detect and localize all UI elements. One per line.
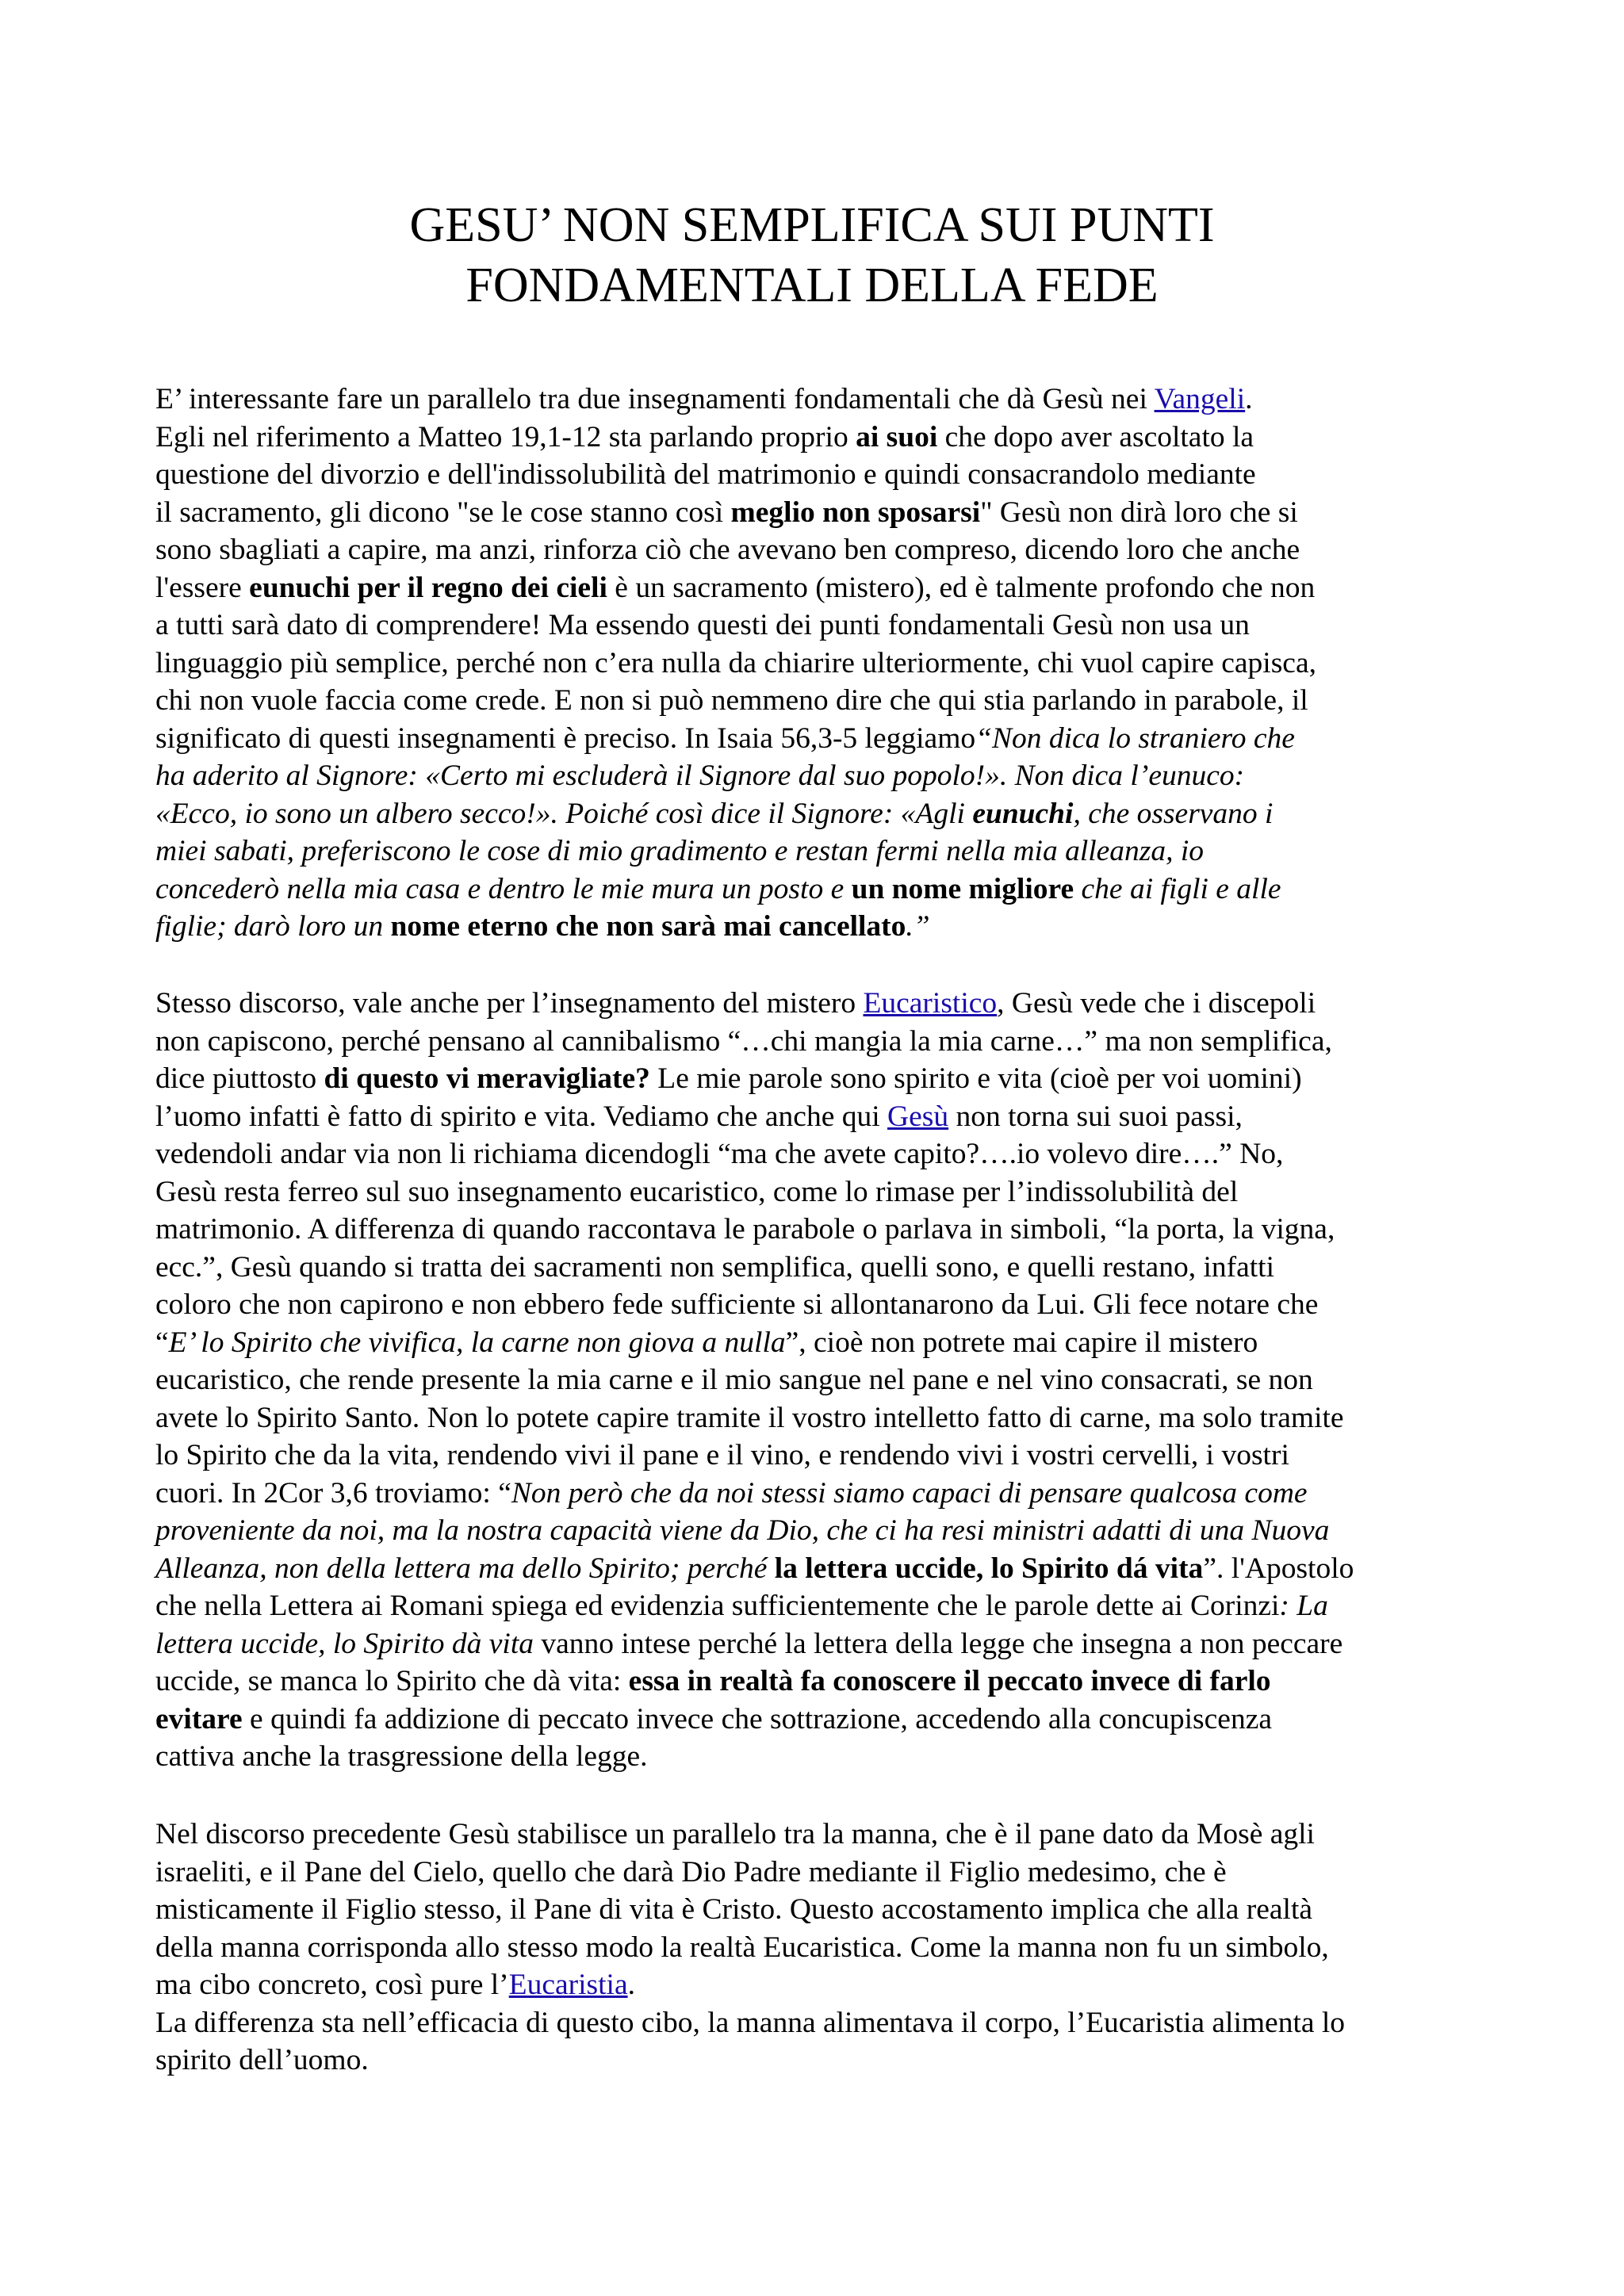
text-line: questione del divorzio e dell'indissolubilità del matrimonio e quindi consacrandolo mediante	[155, 458, 1256, 491]
text-line: coloro che non capirono e non ebbero fede sufficiente si allontanarono da Lui. Gli fece notare che	[155, 1288, 1319, 1321]
text-line: spirito dell’uomo.	[155, 2044, 369, 2076]
text-line: Stesso discorso, vale anche per l’insegnamento del mistero Eucaristico, Gesù vede che i discepoli	[155, 987, 1316, 1020]
text-line: chi non vuole faccia come crede. E non si può nemmeno dire che qui stia parlando in parabole, il	[155, 684, 1308, 717]
text-line: Egli nel riferimento a Matteo 19,1-12 sta parlando proprio ai suoi che dopo aver ascoltato la	[155, 420, 1254, 453]
link-gesu[interactable]: Gesù	[887, 1100, 949, 1133]
text-line: proveniente da noi, ma la nostra capacità viene da Dio, che ci ha resi ministri adatti di una Nuova	[155, 1514, 1330, 1547]
paragraph-1	[155, 381, 1519, 946]
link-eucaristia[interactable]: Eucaristia	[508, 1969, 628, 2001]
text-line: l’uomo infatti è fatto di spirito e vita. Vediamo che anche qui Gesù non torna sui suoi passi,	[155, 1100, 1243, 1133]
text-line: eucaristico, che rende presente la mia carne e il mio sangue nel pane e nel vino consacrati, se non	[155, 1364, 1313, 1396]
text-line: evitare e quindi fa addizione di peccato invece che sottrazione, accedendo alla concupiscenza	[155, 1702, 1272, 1735]
text-line: uccide, se manca lo Spirito che dà vita: essa in realtà fa conoscere il peccato invece di farlo	[155, 1665, 1271, 1697]
text-line: La differenza sta nell’efficacia di questo cibo, la manna alimentava il corpo, l’Eucaristia alimenta lo	[155, 2006, 1346, 2039]
text-line: che nella Lettera ai Romani spiega ed evidenzia sufficientemente che le parole dette ai Corinzi: La	[155, 1590, 1328, 1622]
text-line: «Ecco, io sono un albero secco!». Poiché così dice il Signore: «Agli eunuchi, che osservano i	[155, 797, 1274, 830]
text-line: sono sbagliati a capire, ma anzi, rinforza ciò che avevano ben compreso, dicendo loro che anche	[155, 534, 1300, 566]
text-line: l'essere eunuchi per il regno dei cieli è un sacramento (mistero), ed è talmente profondo che non	[155, 571, 1316, 604]
title-line-2: FONDAMENTALI DELLA FEDE	[465, 258, 1159, 312]
page-title	[0, 195, 1624, 316]
title-line-1: GESU’ NON SEMPLIFICA SUI PUNTI	[409, 198, 1215, 252]
text-line: “E’ lo Spirito che vivifica, la carne non giova a nulla”, cioè non potrete mai capire il mistero	[155, 1326, 1258, 1359]
text-line: vedendoli andar via non li richiama dicendogli “ma che avete capito?….io volevo dire….” No,	[155, 1138, 1284, 1170]
text-line: matrimonio. A differenza di quando raccontava le parabole o parlava in simboli, “la porta, la vigna,	[155, 1213, 1335, 1246]
text-line: Gesù resta ferreo sul suo insegnamento eucaristico, come lo rimase per l’indissolubilità del	[155, 1175, 1239, 1208]
text-line: E’ interessante fare un parallelo tra due insegnamenti fondamentali che dà Gesù nei Vangeli.	[155, 383, 1253, 415]
text-line: Alleanza, non della lettera ma dello Spirito; perché la lettera uccide, lo Spirito dá vita”. l'Apostolo	[155, 1552, 1354, 1585]
paragraph-3	[155, 1816, 1519, 2080]
text-line: il sacramento, gli dicono "se le cose stanno così meglio non sposarsi" Gesù non dirà loro che si	[155, 496, 1298, 529]
text-line: dice piuttosto di questo vi meravigliate? Le mie parole sono spirito e vita (cioè per voi uomini)	[155, 1062, 1302, 1095]
text-line: lo Spirito che da la vita, rendendo vivi il pane e il vino, e rendendo vivi i vostri cervelli, i vostri	[155, 1439, 1289, 1471]
text-line: linguaggio più semplice, perché non c’era nulla da chiarire ulteriormente, chi vuol capire capisca,	[155, 646, 1316, 679]
text-line: cuori. In 2Cor 3,6 troviamo: “Non però che da noi stessi siamo capaci di pensare qualcosa come	[155, 1476, 1308, 1510]
text-line: avete lo Spirito Santo. Non lo potete capire tramite il vostro intelletto fatto di carne, ma solo tramite	[155, 1401, 1344, 1434]
text-line: della manna corrisponda allo stesso modo la realtà Eucaristica. Come la manna non fu un simbolo,	[155, 1931, 1329, 1964]
text-line: cattiva anche la trasgressione della legge.	[155, 1740, 648, 1773]
text-line: ma cibo concreto, così pure l’Eucaristia.	[155, 1969, 635, 2001]
text-line: israeliti, e il Pane del Cielo, quello che darà Dio Padre mediante il Figlio medesimo, che è	[155, 1855, 1227, 1888]
text-line: concederò nella mia casa e dentro le mie mura un posto e un nome migliore che ai figli e alle	[155, 872, 1281, 905]
text-line: misticamente il Figlio stesso, il Pane di vita è Cristo. Questo accostamento implica che alla realtà	[155, 1893, 1313, 1926]
text-line: a tutti sarà dato di comprendere! Ma essendo questi dei punti fondamentali Gesù non usa un	[155, 609, 1250, 641]
text-line: ha aderito al Signore: «Certo mi escluderà il Signore dal suo popolo!». Non dica l’eunuco:	[155, 760, 1245, 792]
paragraph-2	[155, 985, 1519, 1776]
text-line: figlie; darò loro un nome eterno che non sarà mai cancellato.”	[155, 910, 930, 943]
text-line: miei sabati, preferiscono le cose di mio gradimento e restan fermi nella mia alleanza, io	[155, 835, 1205, 867]
text-line: ecc.”, Gesù quando si tratta dei sacramenti non semplifica, quelli sono, e quelli restano, infatti	[155, 1250, 1275, 1284]
link-vangeli[interactable]: Vangeli	[1154, 383, 1246, 415]
text-line: lettera uccide, lo Spirito dà vita vanno intese perché la lettera della legge che insegna a non peccare	[155, 1627, 1343, 1660]
text-line: non capiscono, perché pensano al cannibalismo “…chi mangia la mia carne…” ma non semplifica,	[155, 1024, 1332, 1058]
link-eucaristico[interactable]: Eucaristico	[863, 987, 998, 1020]
text-line: Nel discorso precedente Gesù stabilisce un parallelo tra la manna, che è il pane dato da Mosè agli	[155, 1818, 1315, 1850]
text-line: significato di questi insegnamenti è preciso. In Isaia 56,3-5 leggiamo“Non dica lo straniero che	[155, 721, 1295, 755]
